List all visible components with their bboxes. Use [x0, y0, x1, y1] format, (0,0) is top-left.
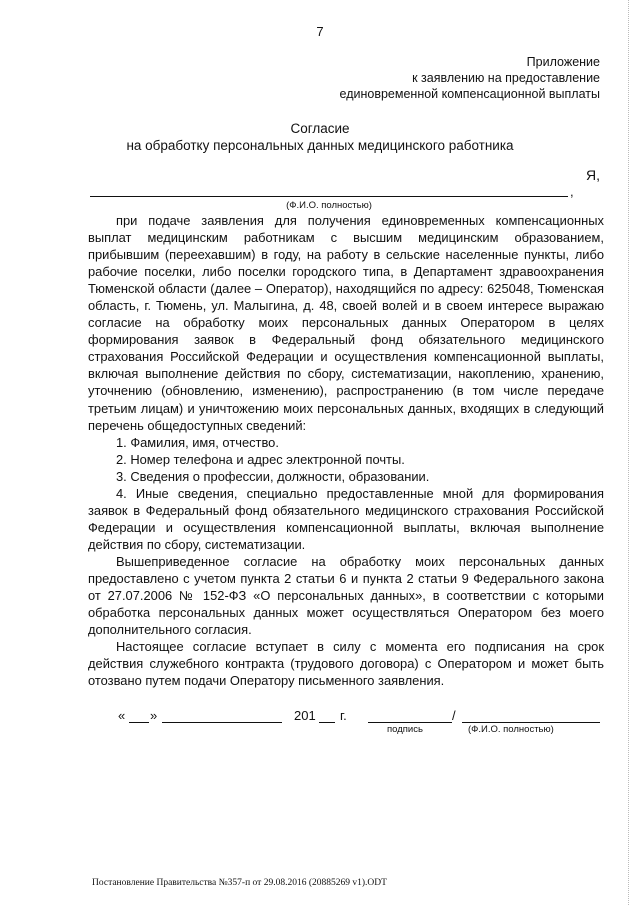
consent-intro: при подаче заявления для получения единовременных компенсационных выплат медицинским работникам с высшим медицинским образованием, прибывшим (переехавшим) в году, на работу в сельские населенные пункты, либо рабочие поселки, либо поселки городского типа, в Департамент здравоохранения Тюменской области (далее – Оператор), находящийся по адресу: 625048, Тюменская область, г. Тюмень, ул. Малыгина, д. 48, своей волей и в своем интересе выражаю согласие на обработку моих персональных данных Оператором в целях формирования заявок в Федеральный фонд обязательного медицинского страхования Российской Федерации и осуществления компенсационной выплаты, включая выполнение действия по сбору, систематизации, накоплению, хранению, уточнению (обновлению, изменению), распространению (в том числе передаче третьим лицам) и уничтожению моих персональных данных, входящих в следующий перечень общедоступных сведений: [88, 213, 604, 433]
list-item: 2. Номер телефона и адрес электронной почты. [116, 451, 405, 467]
signature-caption: подпись [387, 724, 423, 735]
date-day-field[interactable] [129, 722, 149, 723]
consent-paragraph-2: Вышеприведенное согласие на обработку моих персональных данных предоставлено с учетом пункта 2 статьи 6 и пункта 2 статьи 9 Федерального закона от 27.07.2006 № 152-ФЗ «О персональных данных», в соответствии с которыми обработка персональных данных может осуществляться Оператором без моего дополнительного согласия. [88, 553, 604, 638]
appendix-header [340, 54, 600, 102]
list-item: 4. Иные сведения, специально предоставленные мной для формирования заявок в Федеральный фонд обязательного медицинского страхования Российской Федерации и осуществления компенсационной выплаты, включая выполнение действия по сбору, систематизации. [88, 485, 604, 552]
signature-slash: / [452, 708, 456, 723]
fio-fill-line[interactable] [90, 196, 568, 197]
appendix-line-2: к заявлению на предоставление [412, 71, 600, 85]
appendix-line-1: Приложение [526, 55, 600, 69]
ya-label: Я, [586, 167, 600, 183]
date-open-quote: « [118, 708, 126, 723]
fio-comma: , [570, 184, 574, 199]
signature-row [112, 708, 612, 738]
consent-paragraph-3: Настоящее согласие вступает в силу с момента его подписания на срок действия служебного контракта (трудового договора) с Оператором и может быть отозвано путем подачи Оператору письменного заявления. [88, 639, 604, 689]
signature-fio-field[interactable] [462, 722, 600, 723]
title-line-2: на обработку персональных данных медицинского работника [126, 138, 514, 153]
date-year-suffix: г. [340, 708, 347, 723]
date-close-quote: » [150, 708, 158, 723]
signature-fio-caption: (Ф.И.О. полностью) [468, 724, 554, 735]
consent-body [88, 212, 604, 689]
list-item: 3. Сведения о профессии, должности, образовании. [116, 468, 430, 484]
date-year: 201 [294, 708, 316, 723]
date-month-field[interactable] [162, 722, 282, 723]
signature-field[interactable] [368, 722, 452, 723]
appendix-line-3: единовременной компенсационной выплаты [339, 87, 600, 101]
title-line-1: Согласие [290, 121, 350, 136]
page-number: 7 [316, 24, 324, 39]
date-year-field[interactable] [319, 722, 335, 723]
fio-caption: (Ф.И.О. полностью) [286, 200, 372, 211]
document-title [0, 120, 640, 154]
list-item: 1. Фамилия, имя, отчество. [116, 434, 279, 450]
page-footer: Постановление Правительства №357-п от 29.08.2016 (20885269 v1).ODT [92, 878, 387, 888]
